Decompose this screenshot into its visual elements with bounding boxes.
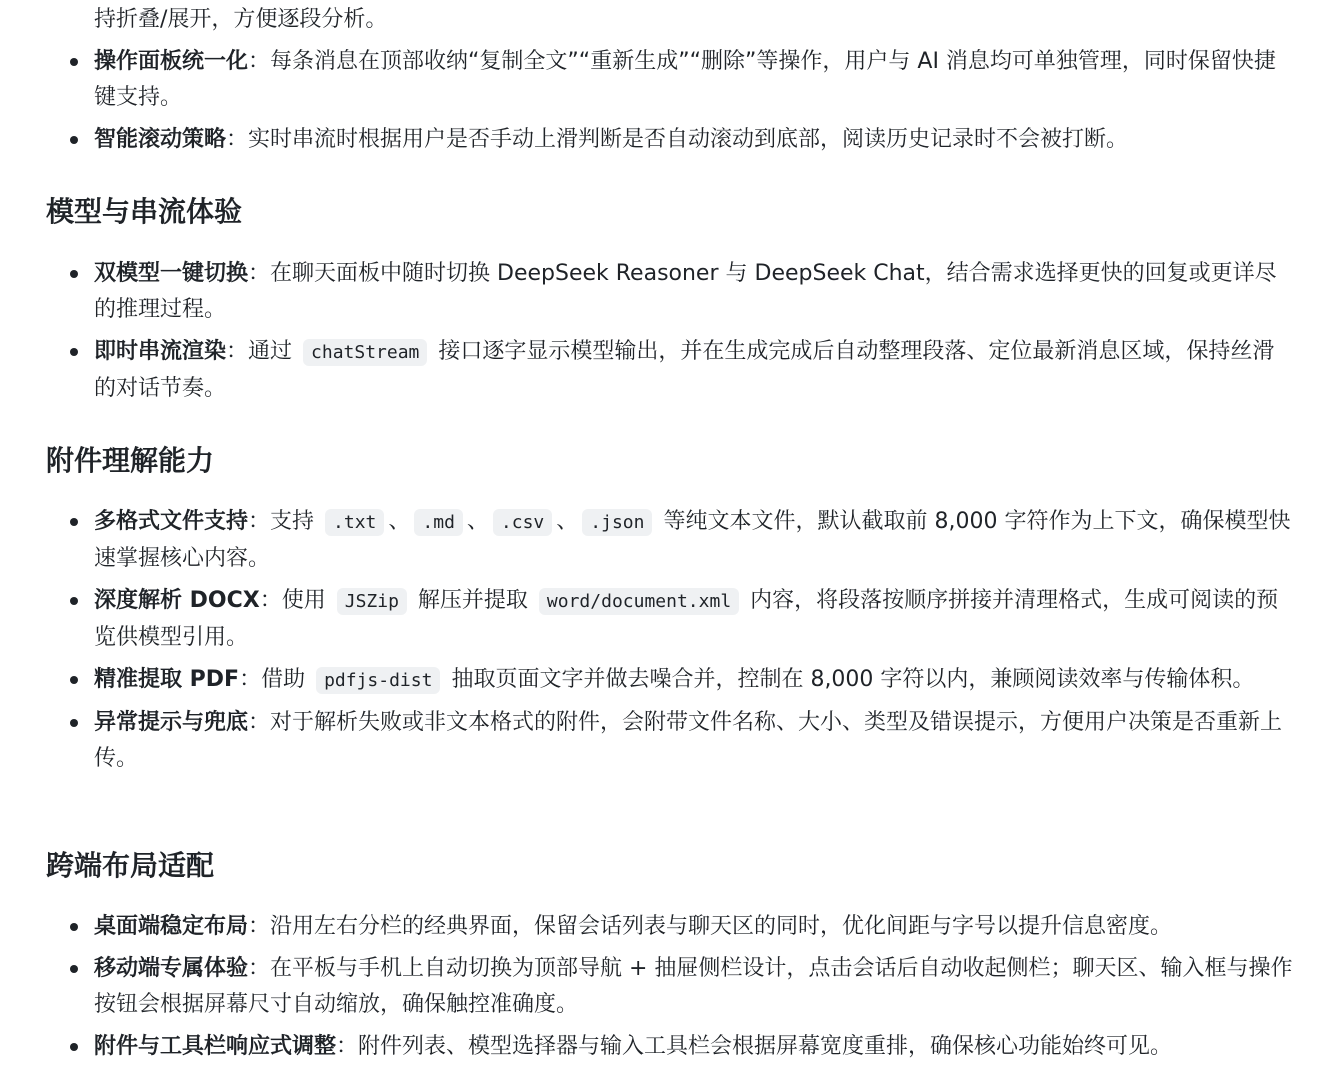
list-item [46,44,1294,116]
list-item [46,909,1294,945]
item-text: 等纯文本文件，默认截取前 8,000 字符作为上下文，确保模型快速掌握核心内容。 [94,509,1291,571]
item-text: ：对于解析失败或非文本格式的附件，会附带文件名称、大小、类型及错误提示，方便用户决策是否重新上传。 [94,710,1283,771]
item-title: 附件与工具栏响应式调整 [94,1034,337,1059]
feature-list-layout [46,909,1294,1071]
feature-list-attachments [46,504,1294,783]
list-item [46,504,1294,577]
item-title: 异常提示与兜底 [94,710,249,735]
inline-code: pdfjs-dist [316,667,440,694]
item-text: ：沿用左右分栏的经典界面，保留会话列表与聊天区的同时，优化间距与字号以提升信息密度。 [248,914,1173,939]
list-item [46,122,1294,158]
item-text: ：使用 [259,588,333,613]
list-item [46,334,1294,407]
item-text: ：实时串流时根据用户是否手动上滑判断是否自动滚动到底部，阅读历史记录时不会被打断。 [226,127,1129,152]
section-heading-layout: 跨端布局适配 [46,849,215,882]
item-text: ：支持 [248,509,322,534]
item-text: ：在平板与手机上自动切换为顶部导航 + 抽屉侧栏设计，点击会话后自动收起侧栏；聊天区、输入框与操作按钮会根据屏幕尺寸自动缩放，确保触控准确度。 [94,956,1293,1017]
item-title: 移动端专属体验 [94,956,249,981]
item-title: 多格式文件支持 [94,509,249,534]
item-text: ：附件列表、模型选择器与输入工具栏会根据屏幕宽度重排，确保核心功能始终可见。 [336,1034,1173,1059]
section-heading-model: 模型与串流体验 [46,195,243,228]
inline-code: .txt [325,509,384,536]
feature-list-model [46,256,1294,413]
list-item [46,951,1294,1023]
item-text: ：在聊天面板中随时切换 DeepSeek Reasoner 与 DeepSeek Chat，结合需求选择更快的回复或更详尽的推理过程。 [94,261,1277,322]
item-title: 桌面端稳定布局 [94,914,249,939]
item-text: 抽取页面文字并做去噪合并，控制在 8,000 字符以内，兼顾阅读效率与传输体积。 [444,667,1255,692]
item-text: 、 [556,509,579,534]
inline-code: .csv [493,509,552,536]
item-title: 深度解析 DOCX [94,588,260,613]
list-item [46,705,1294,777]
item-title: 即时串流渲染 [94,339,227,364]
inline-code: word/document.xml [539,588,739,615]
list-item [46,662,1294,699]
item-text: ：通过 [226,339,300,364]
item-title: 精准提取 PDF [94,667,240,692]
item-text: ：借助 [239,667,313,692]
item-text: 解压并提取 [410,588,535,613]
list-item [46,256,1294,328]
item-text: ：每条消息在顶部收纳“复制全文”“重新生成”“删除”等操作，用户与 AI 消息均可单独管理，同时保留快捷键支持。 [94,49,1276,110]
inline-code: .md [414,509,463,536]
item-title: 双模型一键切换 [94,261,249,286]
item-text: 、 [466,509,489,534]
list-item [46,1029,1294,1065]
list-item [46,583,1294,656]
section-heading-attachments: 附件理解能力 [46,444,215,477]
inline-code: .json [582,509,652,536]
item-title: 操作面板统一化 [94,49,249,74]
feature-list-top [46,44,1294,164]
item-text: 内容，将段落按顺序拼接并清理格式，生成可阅读的预览供模型引用。 [94,588,1279,650]
item-text: 、 [388,509,411,534]
continued-fragment: 持折叠/展开，方便逐段分析。 [94,7,388,32]
inline-code: JSZip [337,588,407,615]
item-title: 智能滚动策略 [94,127,227,152]
item-text: 接口逐字显示模型输出，并在生成完成后自动整理段落、定位最新消息区域，保持丝滑的对话节奏。 [94,339,1275,401]
inline-code: chatStream [303,339,427,366]
